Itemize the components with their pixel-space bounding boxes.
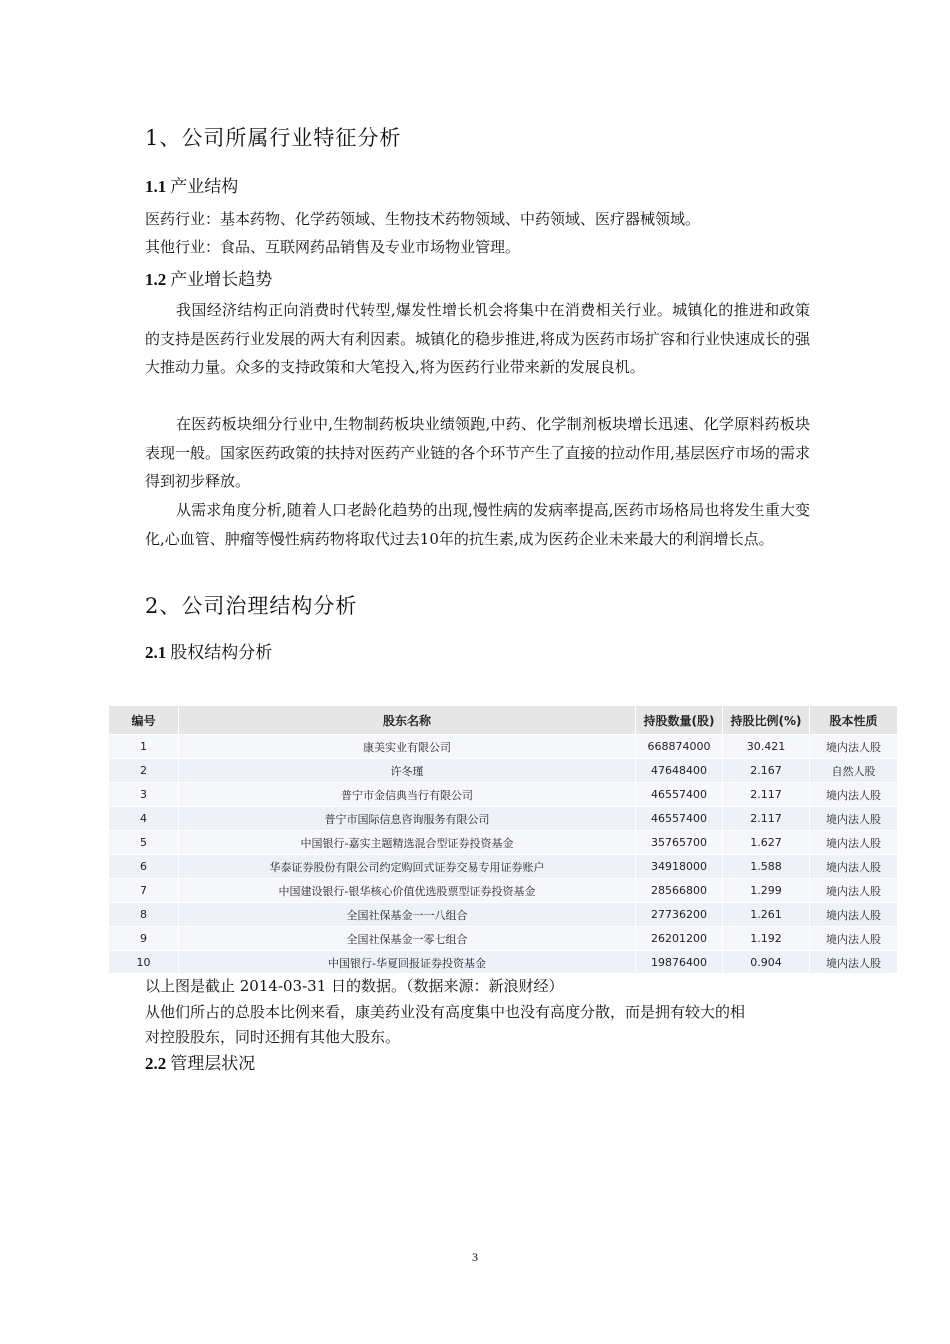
table-row [109, 783, 898, 807]
cell-holder-name: 全国社保基金一零七组合 [179, 927, 636, 951]
shareholder-table [108, 705, 897, 973]
cell-ratio: 2.117 [723, 783, 810, 807]
ownership-analysis-line-2: 对控股股东，同时还拥有其他大股东。 [145, 1028, 401, 1046]
cell-share-type: 境内法人股 [810, 735, 898, 759]
subsection-2-1-heading [145, 638, 272, 663]
cell-shares: 46557400 [636, 783, 723, 807]
cell-share-type: 境内法人股 [810, 855, 898, 879]
cell-ratio: 30.421 [723, 735, 810, 759]
industry-line-other: 其他行业：食品、互联网药品销售及专业市场物业管理。 [145, 238, 521, 256]
cell-shares: 26201200 [636, 927, 723, 951]
cell-number: 7 [109, 879, 179, 903]
cell-ratio: 1.192 [723, 927, 810, 951]
cell-share-type: 境内法人股 [810, 807, 898, 831]
cell-shares: 35765700 [636, 831, 723, 855]
cell-holder-name: 许冬瑾 [179, 759, 636, 783]
cell-share-type: 境内法人股 [810, 879, 898, 903]
table-row [109, 831, 898, 855]
cell-ratio: 1.627 [723, 831, 810, 855]
cell-share-type: 境内法人股 [810, 927, 898, 951]
subsection-number: 1.2 [145, 270, 167, 289]
subsection-1-2-heading [145, 265, 272, 290]
col-header-number: 编号 [109, 706, 179, 735]
table-row [109, 879, 898, 903]
cell-holder-name: 全国社保基金一一八组合 [179, 903, 636, 927]
cell-ratio: 1.299 [723, 879, 810, 903]
table-row [109, 759, 898, 783]
cell-shares: 46557400 [636, 807, 723, 831]
cell-ratio: 1.261 [723, 903, 810, 927]
growth-paragraph-1: 我国经济结构正向消费时代转型,爆发性增长机会将集中在消费相关行业。城镇化的推进和政策的支持是医药行业发展的两大有利因素。城镇化的稳步推进,将成为医药市场扩容和行业快速成长的强大推动力量。众多的支持政策和大笔投入,将为医药行业带来新的发展良机。 [145, 301, 810, 376]
table-row [109, 735, 898, 759]
cell-shares: 19876400 [636, 951, 723, 974]
cell-ratio: 0.904 [723, 951, 810, 974]
cell-number: 4 [109, 807, 179, 831]
col-header-share-type: 股本性质 [810, 706, 898, 735]
cell-shares: 668874000 [636, 735, 723, 759]
cell-number: 5 [109, 831, 179, 855]
cell-share-type: 境内法人股 [810, 951, 898, 974]
table-row [109, 903, 898, 927]
table-row [109, 951, 898, 974]
ownership-analysis-line-1: 从他们所占的总股本比例来看，康美药业没有高度集中也没有高度分散，而是拥有较大的相 [145, 1003, 746, 1021]
cell-shares: 34918000 [636, 855, 723, 879]
section-2-heading: 2、公司治理结构分析 [145, 594, 358, 618]
subsection-title: 产业结构 [170, 177, 239, 197]
table-source-note: 以上图是截止 2014-03-31 日的数据。（数据来源：新浪财经） [145, 977, 564, 995]
col-header-ratio: 持股比例(%) [723, 706, 810, 735]
shareholder-table-image [108, 705, 897, 973]
cell-share-type: 自然人股 [810, 759, 898, 783]
cell-holder-name: 普宁市国际信息咨询服务有限公司 [179, 807, 636, 831]
col-header-shares: 持股数量(股) [636, 706, 723, 735]
cell-shares: 47648400 [636, 759, 723, 783]
cell-holder-name: 普宁市金信典当行有限公司 [179, 783, 636, 807]
cell-shares: 28566800 [636, 879, 723, 903]
industry-line-medical: 医药行业：基本药物、化学药领域、生物技术药物领域、中药领域、医疗器械领域。 [145, 210, 701, 228]
cell-ratio: 1.588 [723, 855, 810, 879]
subsection-number: 1.1 [145, 177, 167, 196]
cell-holder-name: 华泰证券股份有限公司约定购回式证券交易专用证券账户 [179, 855, 636, 879]
cell-number: 8 [109, 903, 179, 927]
subsection-1-1-heading [145, 172, 238, 197]
subsection-title: 管理层状况 [170, 1054, 256, 1074]
subsection-number: 2.2 [145, 1054, 167, 1073]
table-row [109, 807, 898, 831]
subsection-title: 股权结构分析 [170, 643, 273, 663]
cell-number: 1 [109, 735, 179, 759]
col-header-holder-name: 股东名称 [179, 706, 636, 735]
subsection-2-2-heading [145, 1049, 255, 1074]
cell-holder-name: 中国银行-华夏回报证券投资基金 [179, 951, 636, 974]
cell-number: 3 [109, 783, 179, 807]
growth-paragraph-3: 从需求角度分析,随着人口老龄化趋势的出现,慢性病的发病率提高,医药市场格局也将发生重大变化,心血管、肿瘤等慢性病药物将取代过去10年的抗生素,成为医药企业未来最大的利润增长点。 [145, 501, 810, 548]
cell-holder-name: 中国银行-嘉实主题精选混合型证券投资基金 [179, 831, 636, 855]
cell-number: 2 [109, 759, 179, 783]
cell-share-type: 境内法人股 [810, 903, 898, 927]
cell-number: 9 [109, 927, 179, 951]
cell-number: 6 [109, 855, 179, 879]
table-header-row [109, 706, 898, 735]
cell-shares: 27736200 [636, 903, 723, 927]
cell-ratio: 2.167 [723, 759, 810, 783]
cell-share-type: 境内法人股 [810, 831, 898, 855]
cell-number: 10 [109, 951, 179, 974]
cell-ratio: 2.117 [723, 807, 810, 831]
section-1-heading: 1、公司所属行业特征分析 [145, 126, 402, 150]
table-row [109, 855, 898, 879]
table-row [109, 927, 898, 951]
cell-share-type: 境内法人股 [810, 783, 898, 807]
page-number: 3 [472, 1250, 478, 1264]
growth-paragraph-2: 在医药板块细分行业中,生物制药板块业绩领跑,中药、化学制剂板块增长迅速、化学原料药板块表现一般。国家医药政策的扶持对医药产业链的各个环节产生了直接的拉动作用,基层医疗市场的需求得到初步释放。 [145, 415, 810, 490]
cell-holder-name: 康美实业有限公司 [179, 735, 636, 759]
cell-holder-name: 中国建设银行-银华核心价值优选股票型证券投资基金 [179, 879, 636, 903]
subsection-number: 2.1 [145, 643, 167, 662]
subsection-title: 产业增长趋势 [170, 270, 273, 290]
